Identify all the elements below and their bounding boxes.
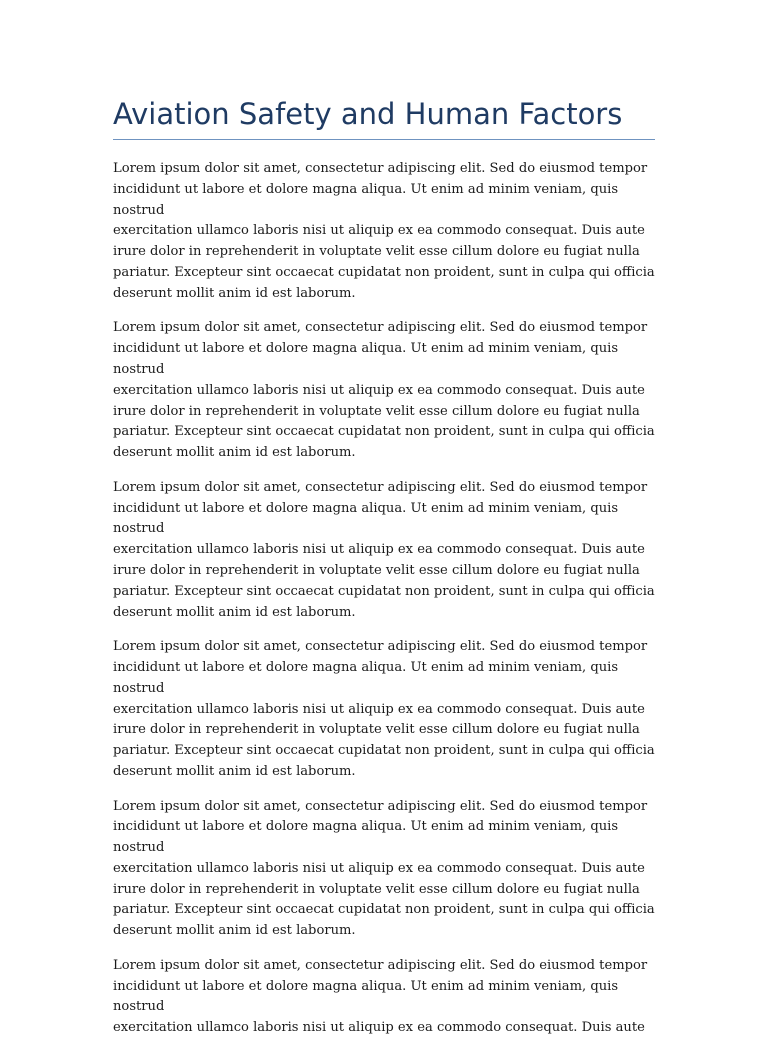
body-paragraph: Lorem ipsum dolor sit amet, consectetur adipiscing elit. Sed do eiusmod tempor incididunt ut labore et dolore magna aliqua. Ut enim ad minim veniam, quis nostrud exercitation ullamco laboris nisi ut aliquip ex ea commodo consequat. Duis aute irure dolor in reprehenderit in voluptate velit esse cillum dolore eu fugiat nulla pariatur. Excepteur sint occaecat cupidatat non proident, sunt in culpa qui officia deserunt mollit anim id est laborum. (113, 320, 655, 461)
body-paragraph: Lorem ipsum dolor sit amet, consectetur adipiscing elit. Sed do eiusmod tempor incididunt ut labore et dolore magna aliqua. Ut enim ad minim veniam, quis nostrud exercitation ullamco laboris nisi ut aliquip ex ea commodo consequat. Duis aute irure dolor in reprehenderit in voluptate velit esse cillum dolore eu fugiat nulla pariatur. Excepteur sint occaecat cupidatat non proident, sunt in culpa qui officia deserunt mollit anim id est laborum. (113, 161, 655, 301)
document-body (113, 159, 655, 1036)
document-title: Aviation Safety and Human Factors (113, 97, 623, 131)
body-paragraph: Lorem ipsum dolor sit amet, consectetur adipiscing elit. Sed do eiusmod tempor incididunt ut labore et dolore magna aliqua. Ut enim ad minim veniam, quis nostrud exercitation ullamco laboris nisi ut aliquip ex ea commodo consequat. Duis aute irure dolor in reprehenderit in voluptate velit esse cillum dolore eu fugiat nulla pariatur. Excepteur sint occaecat cupidatat non proident, sunt in culpa qui officia deserunt mollit anim id est laborum. (113, 798, 655, 939)
body-paragraph: Lorem ipsum dolor sit amet, consectetur adipiscing elit. Sed do eiusmod tempor incididunt ut labore et dolore magna aliqua. Ut enim ad minim veniam, quis nostrud exercitation ullamco laboris nisi ut aliquip ex ea commodo consequat. Duis aute (113, 957, 648, 1036)
title-underline-divider (113, 139, 655, 140)
body-paragraph: Lorem ipsum dolor sit amet, consectetur adipiscing elit. Sed do eiusmod tempor incididunt ut labore et dolore magna aliqua. Ut enim ad minim veniam, quis nostrud exercitation ullamco laboris nisi ut aliquip ex ea commodo consequat. Duis aute irure dolor in reprehenderit in voluptate velit esse cillum dolore eu fugiat nulla pariatur. Excepteur sint occaecat cupidatat non proident, sunt in culpa qui officia deserunt mollit anim id est laborum. (113, 639, 655, 779)
body-paragraph: Lorem ipsum dolor sit amet, consectetur adipiscing elit. Sed do eiusmod tempor incididunt ut labore et dolore magna aliqua. Ut enim ad minim veniam, quis nostrud exercitation ullamco laboris nisi ut aliquip ex ea commodo consequat. Duis aute irure dolor in reprehenderit in voluptate velit esse cillum dolore eu fugiat nulla pariatur. Excepteur sint occaecat cupidatat non proident, sunt in culpa qui officia deserunt mollit anim id est laborum. (113, 479, 655, 620)
